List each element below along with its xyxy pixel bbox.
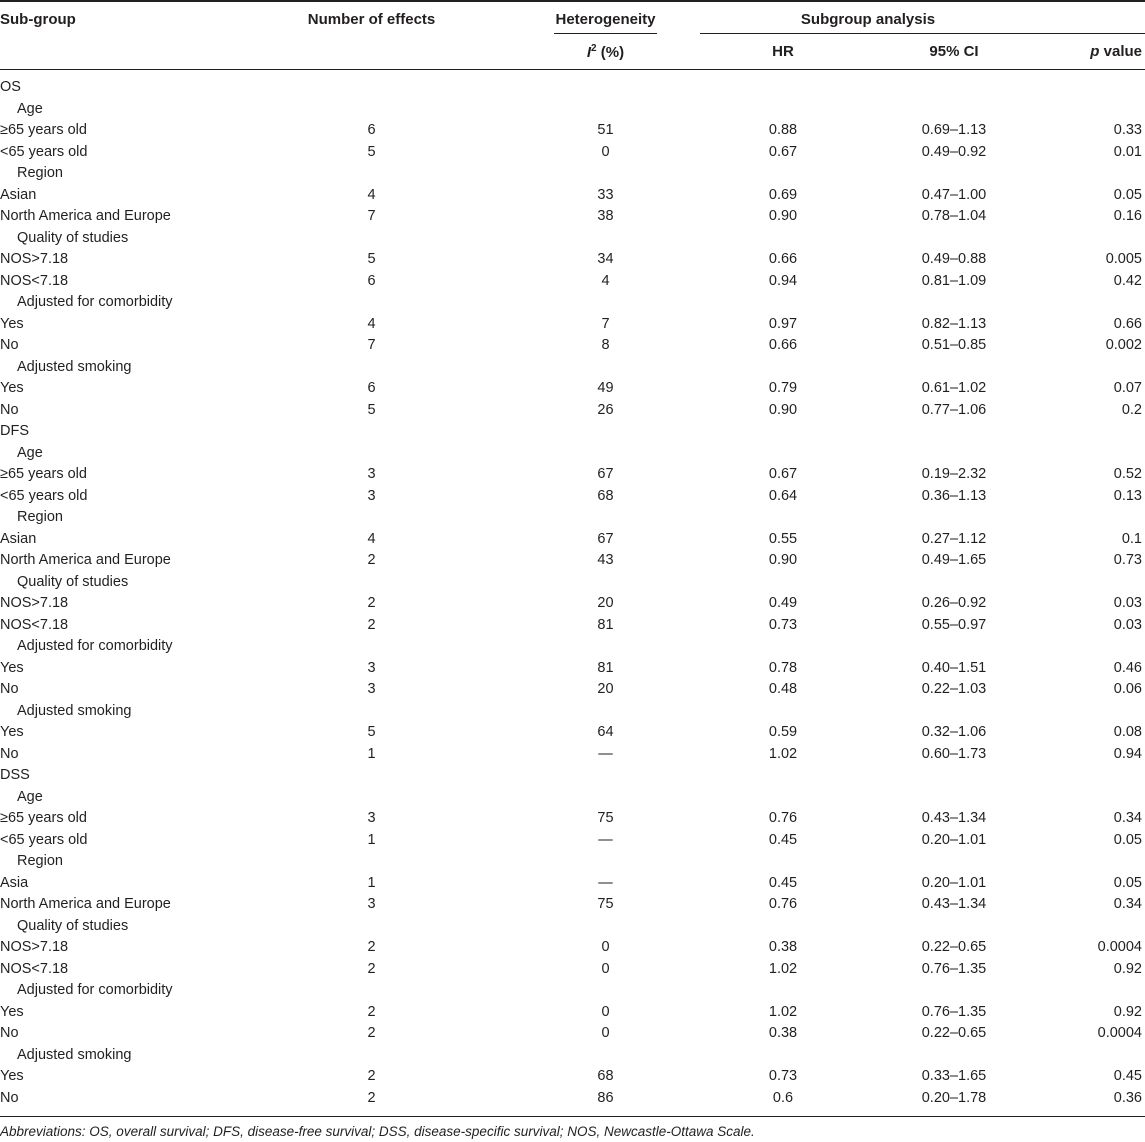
cell-hr: 0.67 — [768, 466, 798, 482]
cell-number-of-effects: 2 — [367, 1068, 376, 1084]
cell-p-value: 0.05 — [1113, 831, 1142, 848]
cell-95ci: 0.61–1.02 — [921, 380, 987, 396]
cell-95ci: 0.27–1.12 — [921, 530, 987, 547]
cell-hr: 0.90 — [768, 401, 798, 418]
row-label: Yes — [0, 1068, 24, 1084]
row-label: DFS — [0, 423, 29, 439]
cell-i2: 33 — [597, 186, 614, 203]
cell-number-of-effects: 2 — [367, 1089, 376, 1106]
cell-number-of-effects: 3 — [367, 681, 376, 697]
cell-number-of-effects: 6 — [367, 122, 376, 138]
header-p-letter: p — [1090, 43, 1100, 60]
table-row — [0, 722, 1145, 744]
cell-95ci: 0.32–1.06 — [921, 724, 987, 740]
cell-number-of-effects: 3 — [367, 466, 376, 482]
row-label: Region — [17, 165, 63, 181]
cell-p-value: 0.36 — [1113, 1089, 1142, 1106]
cell-hr: 0.64 — [768, 487, 798, 504]
cell-i2: 34 — [597, 251, 614, 267]
cell-number-of-effects: 4 — [367, 186, 376, 203]
table-row — [0, 142, 1145, 164]
top-rule — [0, 0, 1145, 2]
header-95ci: 95% CI — [929, 43, 979, 60]
row-label: ≥65 years old — [0, 466, 87, 482]
row-label: North America and Europe — [0, 552, 171, 568]
row-label: No — [0, 681, 19, 697]
cell-p-value: 0.92 — [1113, 960, 1142, 977]
cell-number-of-effects: 6 — [367, 272, 376, 289]
footnote: Abbreviations: OS, overall survival; DFS, disease-free survival; DSS, disease-specific survival; NOS, Newcastle-Ottawa Scale. — [0, 1124, 755, 1139]
cell-p-value: 0.34 — [1113, 810, 1142, 826]
cell-i2: 0 — [601, 1003, 610, 1020]
cell-i2: 86 — [597, 1089, 614, 1106]
cell-i2: 43 — [597, 552, 614, 568]
table-row — [0, 99, 1145, 121]
cell-hr: 1.02 — [768, 1003, 798, 1020]
cell-number-of-effects: 2 — [367, 1025, 376, 1041]
table-row — [0, 120, 1145, 142]
row-label: DSS — [0, 767, 30, 783]
cell-i2: 75 — [597, 810, 614, 826]
cell-i2: 26 — [597, 401, 614, 418]
row-label: Quality of studies — [17, 917, 129, 934]
cell-number-of-effects: 5 — [367, 401, 376, 418]
row-label: Adjusted for comorbidity — [17, 982, 173, 998]
row-label: No — [0, 401, 19, 418]
row-label: NOS<7.18 — [0, 960, 69, 977]
table-row — [0, 593, 1145, 615]
row-label: North America and Europe — [0, 208, 171, 224]
row-label: Region — [17, 853, 63, 869]
table-row — [0, 550, 1145, 572]
cell-95ci: 0.69–1.13 — [921, 122, 987, 138]
table-row — [0, 185, 1145, 207]
row-label: Age — [17, 788, 43, 805]
cell-hr: 0.59 — [768, 724, 798, 740]
cell-number-of-effects: 3 — [367, 896, 376, 912]
cell-p-value: 0.06 — [1113, 681, 1142, 697]
cell-95ci: 0.81–1.09 — [921, 272, 987, 289]
cell-95ci: 0.49–0.88 — [921, 251, 987, 267]
cell-number-of-effects: 2 — [367, 1003, 376, 1020]
row-label: Quality of studies — [17, 573, 129, 590]
header-subgroup-analysis: Subgroup analysis — [800, 11, 936, 28]
row-label: ≥65 years old — [0, 122, 87, 138]
cell-p-value: 0.16 — [1113, 208, 1142, 224]
cell-hr: 0.66 — [768, 251, 798, 267]
cell-number-of-effects: 7 — [367, 337, 376, 353]
header-heterogeneity: Heterogeneity — [555, 11, 656, 28]
cell-number-of-effects: 4 — [367, 530, 376, 547]
cell-i2: 68 — [597, 487, 614, 504]
cell-hr: 0.38 — [768, 1025, 798, 1041]
table-row — [0, 808, 1145, 830]
cell-95ci: 0.49–1.65 — [921, 552, 987, 568]
cell-95ci: 0.22–1.03 — [921, 681, 987, 697]
table-row — [0, 1066, 1145, 1088]
cell-i2: 75 — [597, 896, 614, 912]
cell-number-of-effects: 6 — [367, 380, 376, 396]
cell-95ci: 0.43–1.34 — [921, 896, 987, 912]
row-label: Yes — [0, 724, 24, 740]
cell-95ci: 0.40–1.51 — [921, 659, 987, 676]
cell-hr: 1.02 — [768, 745, 798, 762]
table-row — [0, 1045, 1145, 1067]
cell-hr: 0.78 — [768, 659, 798, 676]
cell-95ci: 0.36–1.13 — [921, 487, 987, 504]
cell-p-value: 0.73 — [1113, 552, 1142, 568]
cell-i2: 8 — [601, 337, 610, 353]
cell-number-of-effects: 3 — [367, 487, 376, 504]
row-label: NOS<7.18 — [0, 272, 69, 289]
cell-i2: 68 — [597, 1068, 614, 1084]
cell-i2: 64 — [597, 724, 614, 740]
row-label: NOS<7.18 — [0, 616, 69, 633]
table-row — [0, 765, 1145, 787]
cell-hr: 0.90 — [768, 552, 798, 568]
row-label: NOS>7.18 — [0, 251, 69, 267]
row-label: No — [0, 337, 19, 353]
row-label: <65 years old — [0, 143, 88, 160]
cell-95ci: 0.77–1.06 — [921, 401, 987, 418]
cell-i2: 0 — [601, 143, 610, 160]
table-row — [0, 421, 1145, 443]
table-row — [0, 507, 1145, 529]
cell-95ci: 0.76–1.35 — [921, 1003, 987, 1020]
header-i2-sup: 2 — [591, 43, 597, 54]
row-label: Yes — [0, 659, 24, 676]
cell-p-value: 0.33 — [1113, 122, 1142, 138]
cell-95ci: 0.55–0.97 — [921, 616, 987, 633]
table-row — [0, 335, 1145, 357]
cell-number-of-effects: 3 — [367, 810, 376, 826]
cell-p-value: 0.05 — [1113, 186, 1142, 203]
cell-hr: 0.69 — [768, 186, 798, 203]
cell-hr: 0.73 — [768, 1068, 798, 1084]
cell-p-value: 0.42 — [1113, 272, 1142, 289]
cell-p-value: 0.002 — [1105, 337, 1142, 353]
cell-i2: — — [598, 831, 613, 848]
row-label: Adjusted smoking — [17, 702, 132, 719]
table-row — [0, 701, 1145, 723]
cell-95ci: 0.19–2.32 — [921, 466, 987, 482]
row-label: No — [0, 745, 19, 762]
row-label: North America and Europe — [0, 896, 171, 912]
cell-i2: 49 — [597, 380, 614, 396]
cell-95ci: 0.47–1.00 — [921, 186, 987, 203]
header-p-value — [1090, 43, 1142, 60]
cell-hr: 0.79 — [768, 380, 798, 396]
row-label: Age — [17, 444, 43, 461]
header-i2 — [587, 43, 624, 61]
cell-95ci: 0.26–0.92 — [921, 595, 987, 611]
table-row — [0, 679, 1145, 701]
cell-number-of-effects: 4 — [367, 315, 376, 332]
cell-p-value: 0.005 — [1105, 251, 1142, 267]
row-label: ≥65 years old — [0, 810, 87, 826]
cell-hr: 0.48 — [768, 681, 798, 697]
cell-p-value: 0.07 — [1113, 380, 1142, 396]
table-row — [0, 486, 1145, 508]
cell-95ci: 0.20–1.01 — [921, 831, 987, 848]
table-row — [0, 357, 1145, 379]
table-row — [0, 206, 1145, 228]
cell-hr: 0.45 — [768, 831, 798, 848]
cell-number-of-effects: 1 — [367, 745, 376, 762]
row-label: No — [0, 1025, 19, 1041]
cell-95ci: 0.82–1.13 — [921, 315, 987, 332]
cell-hr: 0.94 — [768, 272, 798, 289]
cell-95ci: 0.20–1.01 — [921, 874, 987, 891]
cell-95ci: 0.20–1.78 — [921, 1089, 987, 1106]
cell-p-value: 0.13 — [1113, 487, 1142, 504]
table-row — [0, 916, 1145, 938]
subgroup-analysis-rule — [700, 33, 1145, 34]
table-row — [0, 77, 1145, 99]
row-label: Yes — [0, 315, 24, 332]
row-label: Adjusted smoking — [17, 1046, 132, 1063]
table-row — [0, 851, 1145, 873]
cell-number-of-effects: 2 — [367, 595, 376, 611]
row-label: Asia — [0, 874, 29, 891]
cell-i2: 67 — [597, 466, 614, 482]
cell-i2: 0 — [601, 939, 610, 955]
cell-number-of-effects: 2 — [367, 939, 376, 955]
cell-number-of-effects: 2 — [367, 616, 376, 633]
row-label: OS — [0, 79, 21, 95]
header-number-of-effects: Number of effects — [307, 11, 436, 28]
cell-95ci: 0.49–0.92 — [921, 143, 987, 160]
cell-hr: 0.45 — [768, 874, 798, 891]
row-label: NOS>7.18 — [0, 939, 69, 955]
cell-number-of-effects: 2 — [367, 960, 376, 977]
cell-p-value: 0.1 — [1121, 530, 1142, 547]
cell-p-value: 0.45 — [1113, 1068, 1142, 1084]
table-row — [0, 292, 1145, 314]
cell-hr: 0.55 — [768, 530, 798, 547]
table-row — [0, 400, 1145, 422]
table-row — [0, 163, 1145, 185]
cell-95ci: 0.33–1.65 — [921, 1068, 987, 1084]
cell-hr: 0.76 — [768, 810, 798, 826]
row-label: <65 years old — [0, 831, 88, 848]
table-body — [0, 77, 1145, 1109]
table-row — [0, 937, 1145, 959]
cell-i2: 4 — [601, 272, 610, 289]
heterogeneity-rule — [554, 33, 657, 34]
header-i2-unit: (%) — [596, 44, 625, 61]
cell-number-of-effects: 1 — [367, 874, 376, 891]
row-label: Adjusted smoking — [17, 358, 132, 375]
cell-hr: 0.6 — [772, 1089, 794, 1106]
cell-number-of-effects: 3 — [367, 659, 376, 676]
header-hr: HR — [772, 43, 794, 60]
table-row — [0, 615, 1145, 637]
cell-i2: 38 — [597, 208, 614, 224]
cell-p-value: 0.46 — [1113, 659, 1142, 676]
cell-95ci: 0.22–0.65 — [921, 939, 987, 955]
cell-i2: 20 — [597, 681, 614, 697]
cell-hr: 0.67 — [768, 143, 798, 160]
row-label: Adjusted for comorbidity — [17, 294, 173, 310]
row-label: Yes — [0, 1003, 24, 1020]
cell-p-value: 0.05 — [1113, 874, 1142, 891]
cell-number-of-effects: 5 — [367, 724, 376, 740]
table-row — [0, 572, 1145, 594]
table-row — [0, 249, 1145, 271]
table-row — [0, 443, 1145, 465]
cell-hr: 0.66 — [768, 337, 798, 353]
cell-95ci: 0.76–1.35 — [921, 960, 987, 977]
table-row — [0, 873, 1145, 895]
cell-hr: 0.49 — [768, 595, 798, 611]
cell-p-value: 0.03 — [1113, 595, 1142, 611]
cell-p-value: 0.2 — [1121, 401, 1142, 418]
table-row — [0, 658, 1145, 680]
cell-p-value: 0.01 — [1113, 143, 1142, 160]
cell-number-of-effects: 7 — [367, 208, 376, 224]
cell-hr: 0.90 — [768, 208, 798, 224]
table-row — [0, 1002, 1145, 1024]
cell-p-value: 0.92 — [1113, 1003, 1142, 1020]
table-row — [0, 636, 1145, 658]
cell-p-value: 0.0004 — [1097, 939, 1142, 955]
cell-p-value: 0.34 — [1113, 896, 1142, 912]
row-label: NOS>7.18 — [0, 595, 69, 611]
table-row — [0, 529, 1145, 551]
header-bottom-rule — [0, 69, 1145, 70]
cell-hr: 1.02 — [768, 960, 798, 977]
row-label: Yes — [0, 380, 24, 396]
table-row — [0, 1023, 1145, 1045]
table-row — [0, 959, 1145, 981]
cell-i2: 51 — [597, 122, 614, 138]
cell-p-value: 0.03 — [1113, 616, 1142, 633]
table-row — [0, 894, 1145, 916]
cell-p-value: 0.52 — [1113, 466, 1142, 482]
table-row — [0, 980, 1145, 1002]
header-p-rest: value — [1099, 43, 1142, 60]
table-row — [0, 378, 1145, 400]
row-label: Age — [17, 100, 43, 117]
table-row — [0, 314, 1145, 336]
cell-hr: 0.88 — [768, 122, 798, 138]
cell-number-of-effects: 1 — [367, 831, 376, 848]
row-label: <65 years old — [0, 487, 88, 504]
cell-hr: 0.97 — [768, 315, 798, 332]
cell-i2: 7 — [601, 315, 610, 332]
table-row — [0, 271, 1145, 293]
cell-95ci: 0.22–0.65 — [921, 1025, 987, 1041]
cell-number-of-effects: 5 — [367, 143, 376, 160]
header-i2-letter: I — [586, 44, 592, 61]
table-row — [0, 464, 1145, 486]
table-row — [0, 228, 1145, 250]
cell-number-of-effects: 5 — [367, 251, 376, 267]
cell-95ci: 0.78–1.04 — [921, 208, 987, 224]
row-label: No — [0, 1089, 19, 1106]
cell-95ci: 0.43–1.34 — [921, 810, 987, 826]
row-label: Asian — [0, 530, 37, 547]
cell-95ci: 0.60–1.73 — [921, 745, 987, 762]
cell-hr: 0.76 — [768, 896, 798, 912]
table-row — [0, 744, 1145, 766]
cell-i2: — — [598, 874, 613, 891]
row-label: Quality of studies — [17, 229, 129, 246]
cell-i2: 0 — [601, 1025, 610, 1041]
cell-i2: 20 — [597, 595, 614, 611]
table-row — [0, 787, 1145, 809]
cell-i2: 81 — [597, 659, 614, 676]
row-label: Adjusted for comorbidity — [17, 638, 173, 654]
table-bottom-rule — [0, 1116, 1145, 1117]
row-label: Region — [17, 509, 63, 525]
cell-p-value: 0.0004 — [1097, 1025, 1142, 1041]
row-label: Asian — [0, 186, 37, 203]
cell-hr: 0.38 — [768, 939, 798, 955]
cell-95ci: 0.51–0.85 — [921, 337, 987, 353]
cell-i2: 0 — [601, 960, 610, 977]
cell-p-value: 0.66 — [1113, 315, 1142, 332]
cell-i2: — — [598, 745, 613, 762]
table-row — [0, 1088, 1145, 1110]
cell-p-value: 0.08 — [1113, 724, 1142, 740]
cell-i2: 67 — [597, 530, 614, 547]
cell-number-of-effects: 2 — [367, 552, 376, 568]
cell-hr: 0.73 — [768, 616, 798, 633]
header-subgroup: Sub-group — [0, 11, 76, 28]
cell-i2: 81 — [597, 616, 614, 633]
table-row — [0, 830, 1145, 852]
cell-p-value: 0.94 — [1113, 745, 1142, 762]
